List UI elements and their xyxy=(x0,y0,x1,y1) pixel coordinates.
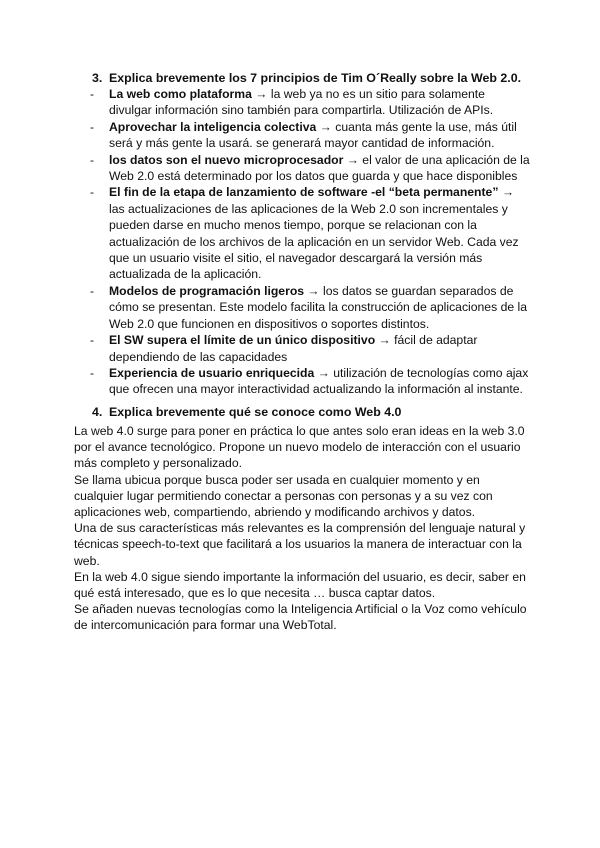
principle-item xyxy=(90,119,530,152)
question-4-heading xyxy=(92,404,401,420)
answer-paragraph: Se llama ubicua porque busca poder ser usada en cualquier momento y en cualquier lugar permitiendo conectar a personas con personas y a su vez con aplicaciones web, compartiendo, abriendo y modificando archivos y datos. xyxy=(74,472,493,520)
question-4-number: 4. xyxy=(92,405,103,419)
answer-paragraph: La web 4.0 surge para poner en práctica lo que antes solo eran ideas en la web 3.0 por el avance tecnológico. Propone un nuevo modelo de interacción con el usuario más completo y personalizado. xyxy=(74,424,525,471)
principle-title: Aprovechar la inteligencia colectiva xyxy=(109,119,317,134)
principle-description: → el valor de una aplicación de la Web 2.0 está determinado por los datos que guarda y que hace disponibles xyxy=(109,152,530,184)
question-4-answer xyxy=(74,423,532,634)
principle-title: Experiencia de usuario enriquecida xyxy=(109,365,315,380)
question-3-title: Explica brevemente los 7 principios de Tim O´Really sobre la Web 2.0. xyxy=(109,71,522,85)
question-4-title: Explica brevemente qué se conoce como Web 4.0 xyxy=(109,405,402,419)
principle-title: El fin de la etapa de lanzamiento de software -el “beta permanente” xyxy=(109,185,499,200)
principle-title: El SW supera el límite de un único dispositivo xyxy=(109,333,376,348)
principle-description: → cuanta más gente la use, más útil será y más gente la usará. se generará mayor cantidad de información. xyxy=(109,119,517,151)
list-dash: - xyxy=(90,152,95,167)
list-dash: - xyxy=(90,87,95,101)
principle-description: → la web ya no es un sitio para solamente divulgar información sino también para compartirla. Utilización de APIs. xyxy=(109,87,494,118)
answer-paragraph: Se añaden nuevas tecnologías como la Inteligencia Artificial o la Voz como vehículo de intercomunicación para formar una WebTotal. xyxy=(74,602,527,633)
principle-item xyxy=(90,283,530,332)
principle-title: Modelos de programación ligeros xyxy=(109,283,305,298)
principle-description: → fácil de adaptar dependiendo de las capacidades xyxy=(109,333,478,364)
question-3-number: 3. xyxy=(92,71,103,85)
list-dash: - xyxy=(90,119,95,134)
question-3-heading xyxy=(92,70,521,86)
principle-description: → utilización de tecnologías como ajax que ofrecen una mayor interactividad actualizando la información al instante. xyxy=(109,365,529,397)
principle-description: → los datos se guardan separados de cómo se presentan. Este modelo facilita la construcción de aplicaciones de la Web 2.0 que funcionen en dispositivos o soportes distintos. xyxy=(109,283,527,331)
principle-item xyxy=(90,86,530,119)
answer-paragraph: Una de sus características más relevantes es la comprensión del lenguaje natural y técnicas speech-to-text que facilitará a los usuarios la manera de interactuar con la web. xyxy=(74,521,526,568)
answer-paragraph: En la web 4.0 sigue siendo importante la información del usuario, es decir, saber en qué está interesado, que es lo que necesita … busca captar datos. xyxy=(74,569,526,601)
principle-title: los datos son el nuevo microprocesador xyxy=(109,152,344,167)
principle-title: La web como plataforma xyxy=(109,87,252,101)
list-dash: - xyxy=(90,283,95,298)
list-dash: - xyxy=(90,333,95,348)
list-dash: - xyxy=(90,185,95,200)
principle-item xyxy=(90,365,530,398)
principle-description: → las actualizaciones de las aplicaciones de la Web 2.0 son incrementales y pueden darse en mucho menos tiempo, porque se relacionan con la actualización de los archivos de la aplicación en un servidor Web. Cada vez que un usuario visite el sitio, el navegador descargará la versión más actualizada de la aplicación. xyxy=(109,185,519,282)
list-dash: - xyxy=(90,365,95,380)
principle-item xyxy=(90,184,530,282)
principles-list xyxy=(90,86,530,398)
principle-item xyxy=(90,332,530,365)
principle-item xyxy=(90,152,530,185)
